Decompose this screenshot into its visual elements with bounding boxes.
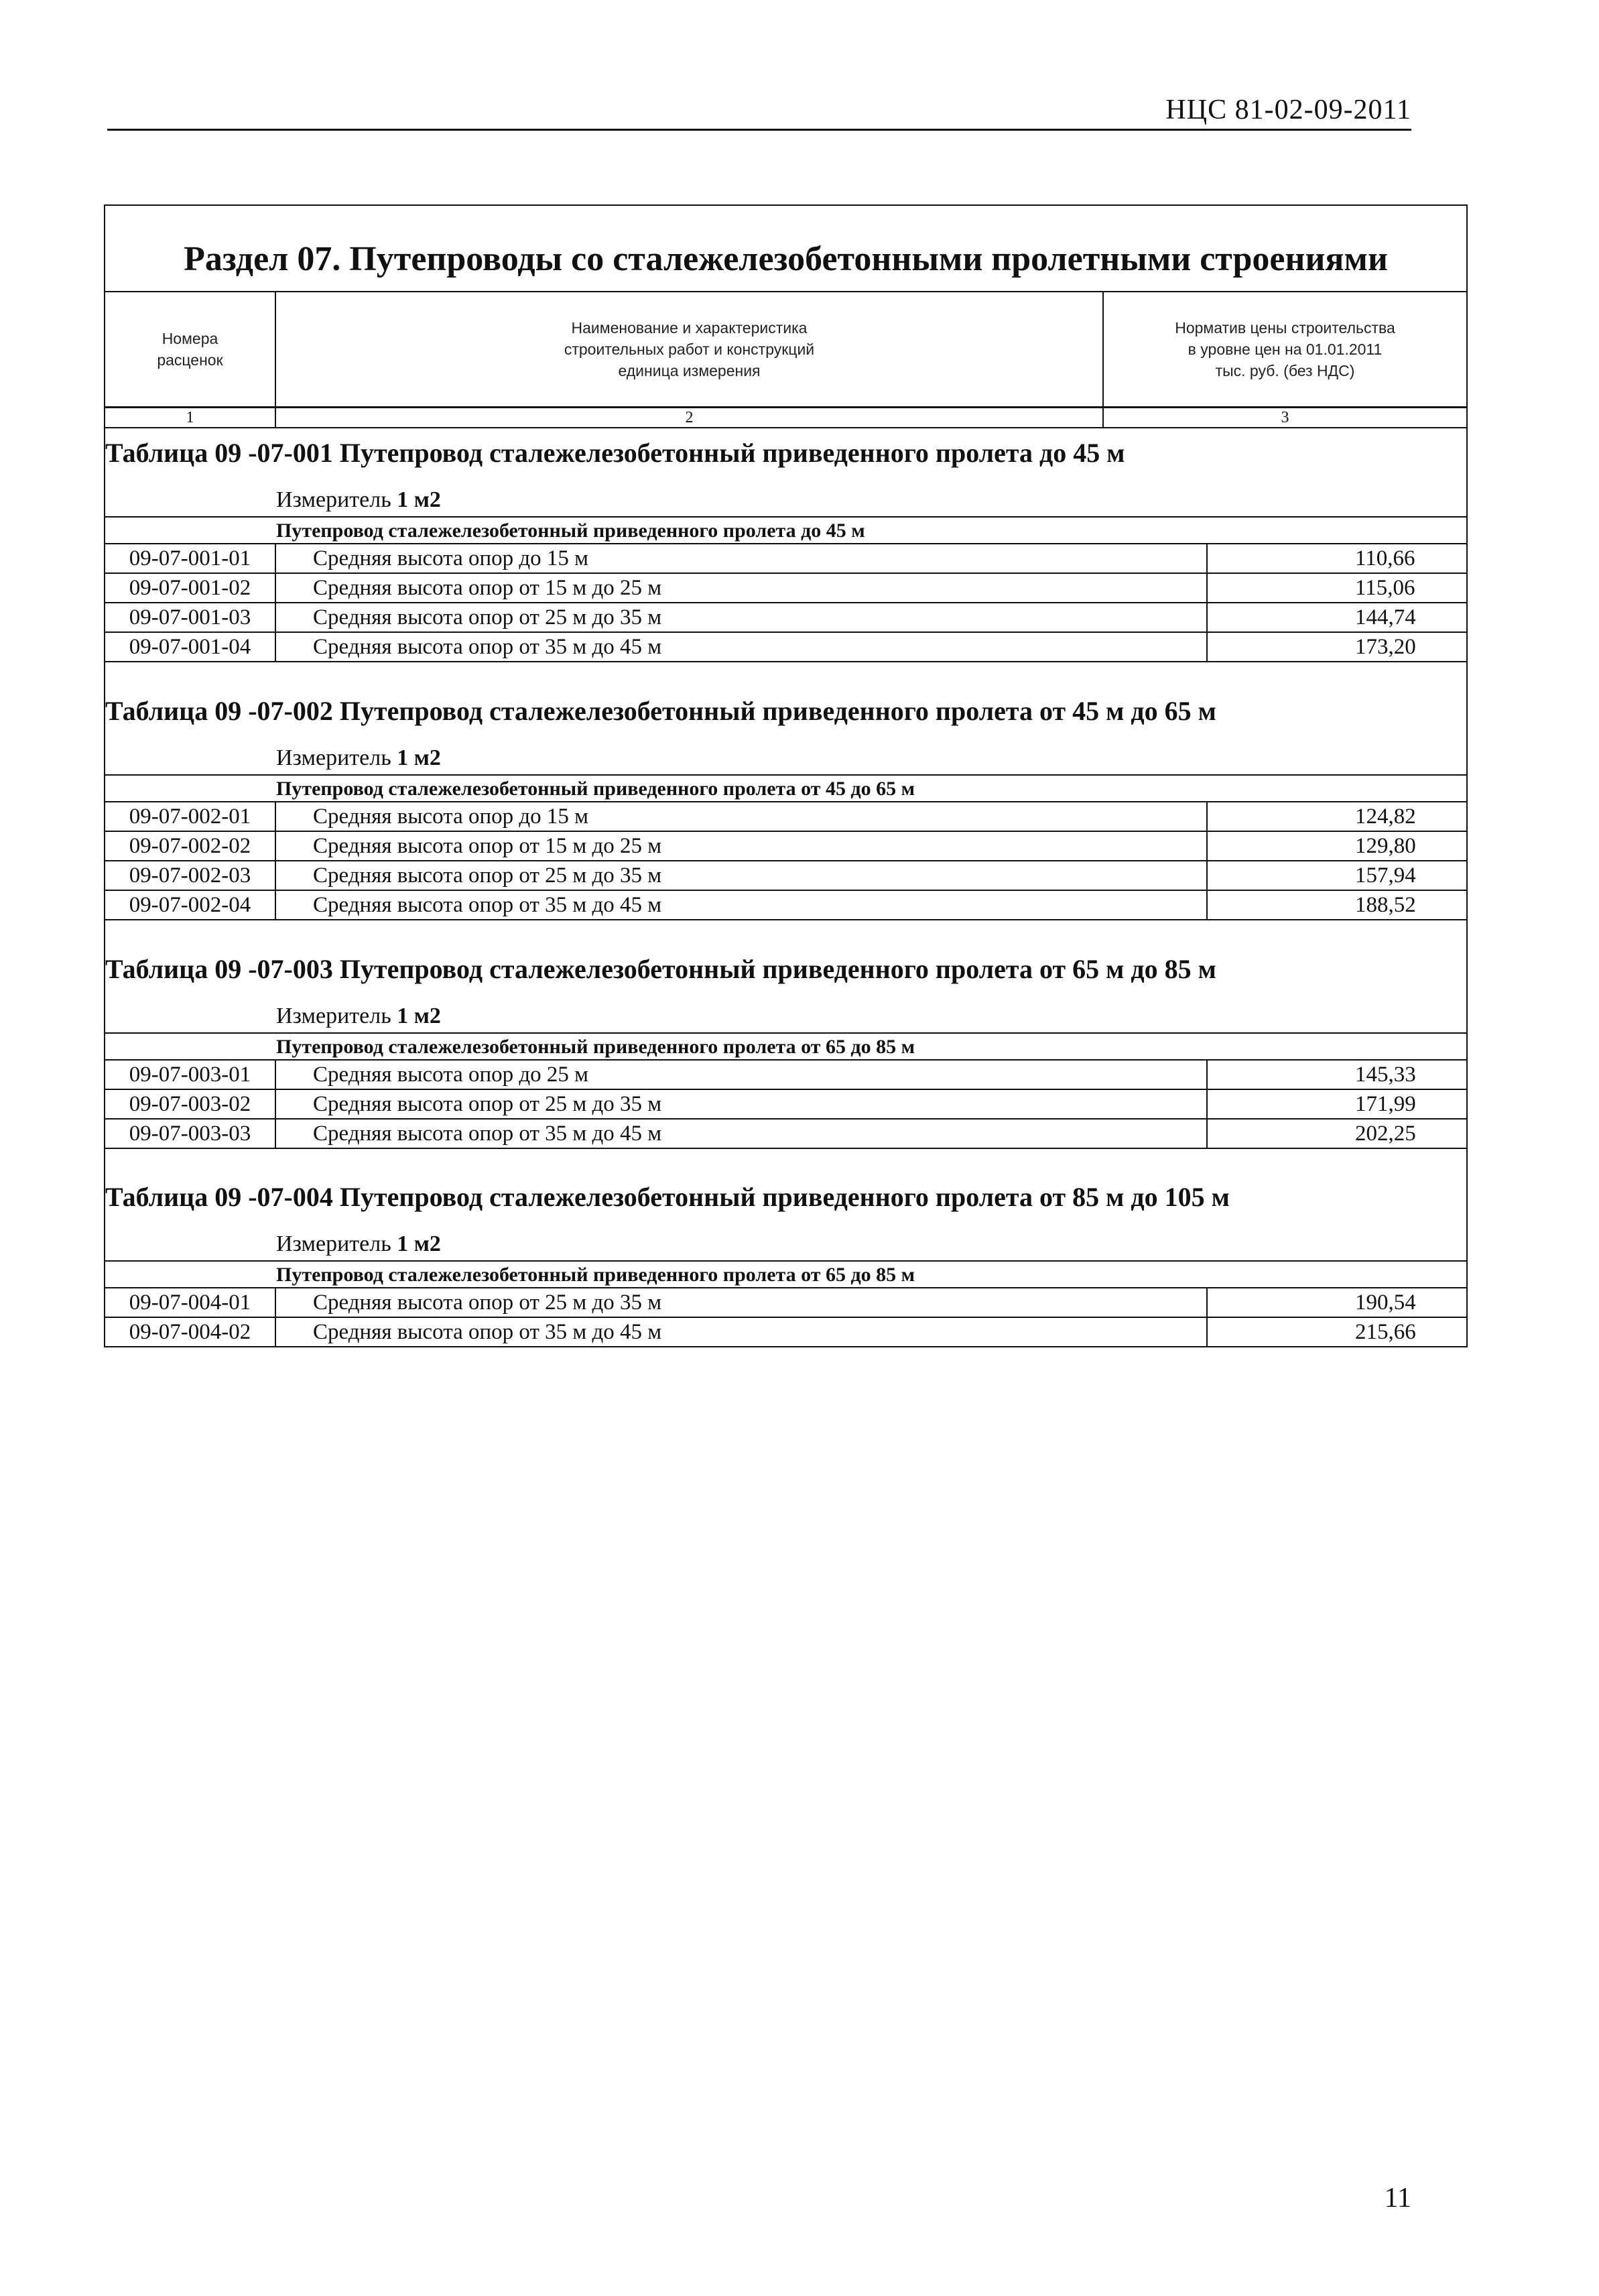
meter-line bbox=[276, 745, 441, 771]
table-row bbox=[105, 861, 1466, 891]
column-number-3: 3 bbox=[1281, 408, 1289, 426]
section-frame bbox=[104, 204, 1468, 1347]
table-row bbox=[105, 802, 1466, 832]
row-code: 09-07-003-01 bbox=[105, 1061, 276, 1089]
row-name: Средняя высота опор от 15 м до 25 м bbox=[276, 574, 1208, 602]
table-title: Таблица 09 -07-003 Путепровод сталежелезобетонный приведенного пролета от 65 м до 85 м bbox=[105, 954, 1216, 984]
table-row bbox=[105, 633, 1466, 662]
row-name: Средняя высота опор от 35 м до 45 м bbox=[276, 633, 1208, 661]
table-row bbox=[105, 832, 1466, 861]
row-value: 202,25 bbox=[1355, 1122, 1416, 1146]
meter-label: Измеритель bbox=[276, 745, 391, 770]
row-name: Средняя высота опор от 25 м до 35 м bbox=[276, 1288, 1208, 1317]
table-body bbox=[105, 1288, 1466, 1347]
row-name: Средняя высота опор от 15 м до 25 м bbox=[276, 832, 1208, 860]
meter-line bbox=[276, 487, 441, 513]
row-value: 190,54 bbox=[1355, 1290, 1416, 1315]
meter-line bbox=[276, 1004, 441, 1029]
section-title: Раздел 07. Путепроводы со сталежелезобетонными пролетными строениями bbox=[184, 240, 1388, 278]
table-row bbox=[105, 1288, 1466, 1318]
meter-label: Измеритель bbox=[276, 487, 391, 512]
row-value: 171,99 bbox=[1355, 1092, 1416, 1116]
row-name: Средняя высота опор от 35 м до 45 м bbox=[276, 891, 1208, 919]
row-name: Средняя высота опор от 25 м до 35 м bbox=[276, 861, 1208, 890]
meter-line bbox=[276, 1231, 441, 1257]
row-code: 09-07-001-01 bbox=[105, 544, 276, 572]
table-row bbox=[105, 1090, 1466, 1120]
column-header-description: Наименование и характеристика строительных работ и конструкций единица измерения bbox=[276, 292, 1104, 406]
table-body bbox=[105, 802, 1466, 920]
table-title: Таблица 09 -07-001 Путепровод сталежелезобетонный приведенного пролета до 45 м bbox=[105, 438, 1125, 468]
row-value: 110,66 bbox=[1355, 546, 1415, 570]
meter-label: Измеритель bbox=[276, 1231, 391, 1256]
table-row bbox=[105, 574, 1466, 603]
row-code: 09-07-004-01 bbox=[105, 1288, 276, 1317]
row-code: 09-07-002-03 bbox=[105, 861, 276, 890]
row-value: 145,33 bbox=[1355, 1063, 1416, 1087]
meter-unit: 1 м2 bbox=[397, 745, 441, 770]
page-number: 11 bbox=[1384, 2183, 1411, 2214]
group-label: Путепровод сталежелезобетонный приведенного пролета от 65 до 85 м bbox=[276, 1264, 915, 1286]
table-group-header bbox=[105, 1032, 1466, 1061]
row-name: Средняя высота опор до 15 м bbox=[276, 544, 1208, 572]
meter-unit: 1 м2 bbox=[397, 1231, 441, 1256]
row-value: 144,74 bbox=[1355, 605, 1416, 629]
row-value: 215,66 bbox=[1355, 1320, 1416, 1344]
meter-label: Измеритель bbox=[276, 1004, 391, 1028]
table-row bbox=[105, 603, 1466, 633]
meter-unit: 1 м2 bbox=[397, 1004, 441, 1028]
row-name: Средняя высота опор от 35 м до 45 м bbox=[276, 1318, 1208, 1347]
row-value: 124,82 bbox=[1355, 804, 1416, 829]
group-label: Путепровод сталежелезобетонный приведенного пролета от 45 до 65 м bbox=[276, 778, 915, 800]
table-row bbox=[105, 891, 1466, 920]
row-name: Средняя высота опор от 25 м до 35 м bbox=[276, 1090, 1208, 1118]
table-group-header bbox=[105, 1260, 1466, 1288]
row-code: 09-07-003-03 bbox=[105, 1120, 276, 1148]
row-name: Средняя высота опор до 25 м bbox=[276, 1061, 1208, 1089]
document-code: НЦС 81-02-09-2011 bbox=[1165, 95, 1411, 125]
table-title: Таблица 09 -07-004 Путепровод сталежелезобетонный приведенного пролета от 85 м до 105 м bbox=[105, 1182, 1230, 1212]
table-group-header bbox=[105, 774, 1466, 802]
column-number-2: 2 bbox=[276, 408, 1104, 427]
table-row bbox=[105, 1061, 1466, 1090]
row-name: Средняя высота опор до 15 м bbox=[276, 802, 1208, 831]
row-value: 129,80 bbox=[1355, 834, 1416, 858]
row-code: 09-07-002-01 bbox=[105, 802, 276, 831]
table-group-header bbox=[105, 516, 1466, 544]
row-value: 157,94 bbox=[1355, 863, 1416, 888]
row-code: 09-07-004-02 bbox=[105, 1318, 276, 1347]
row-value: 188,52 bbox=[1355, 893, 1416, 917]
row-code: 09-07-003-02 bbox=[105, 1090, 276, 1118]
column-number-1: 1 bbox=[105, 408, 276, 427]
row-name: Средняя высота опор от 35 м до 45 м bbox=[276, 1120, 1208, 1148]
column-header-codes: Номера расценок bbox=[105, 292, 276, 406]
meter-unit: 1 м2 bbox=[397, 487, 441, 512]
row-code: 09-07-001-03 bbox=[105, 603, 276, 631]
table-body bbox=[105, 544, 1466, 662]
table-row bbox=[105, 1318, 1466, 1347]
row-name: Средняя высота опор от 25 м до 35 м bbox=[276, 603, 1208, 631]
row-code: 09-07-002-02 bbox=[105, 832, 276, 860]
table-title: Таблица 09 -07-002 Путепровод сталежелезобетонный приведенного пролета от 45 м до 65 м bbox=[105, 696, 1216, 726]
row-value: 173,20 bbox=[1355, 635, 1416, 659]
column-numbers bbox=[105, 408, 1466, 428]
table-row bbox=[105, 1120, 1466, 1149]
group-label: Путепровод сталежелезобетонный приведенного пролета до 45 м bbox=[276, 520, 865, 542]
row-code: 09-07-001-04 bbox=[105, 633, 276, 661]
header-rule bbox=[107, 129, 1411, 131]
row-code: 09-07-002-04 bbox=[105, 891, 276, 919]
table-row bbox=[105, 544, 1466, 574]
column-header bbox=[105, 291, 1466, 408]
row-value: 115,06 bbox=[1355, 576, 1415, 600]
table-body bbox=[105, 1061, 1466, 1149]
group-label: Путепровод сталежелезобетонный приведенного пролета от 65 до 85 м bbox=[276, 1036, 915, 1058]
column-header-price: Норматив цены строительства в уровне цен на 01.01.2011 тыс. руб. (без НДС) bbox=[1175, 319, 1395, 379]
row-code: 09-07-001-02 bbox=[105, 574, 276, 602]
